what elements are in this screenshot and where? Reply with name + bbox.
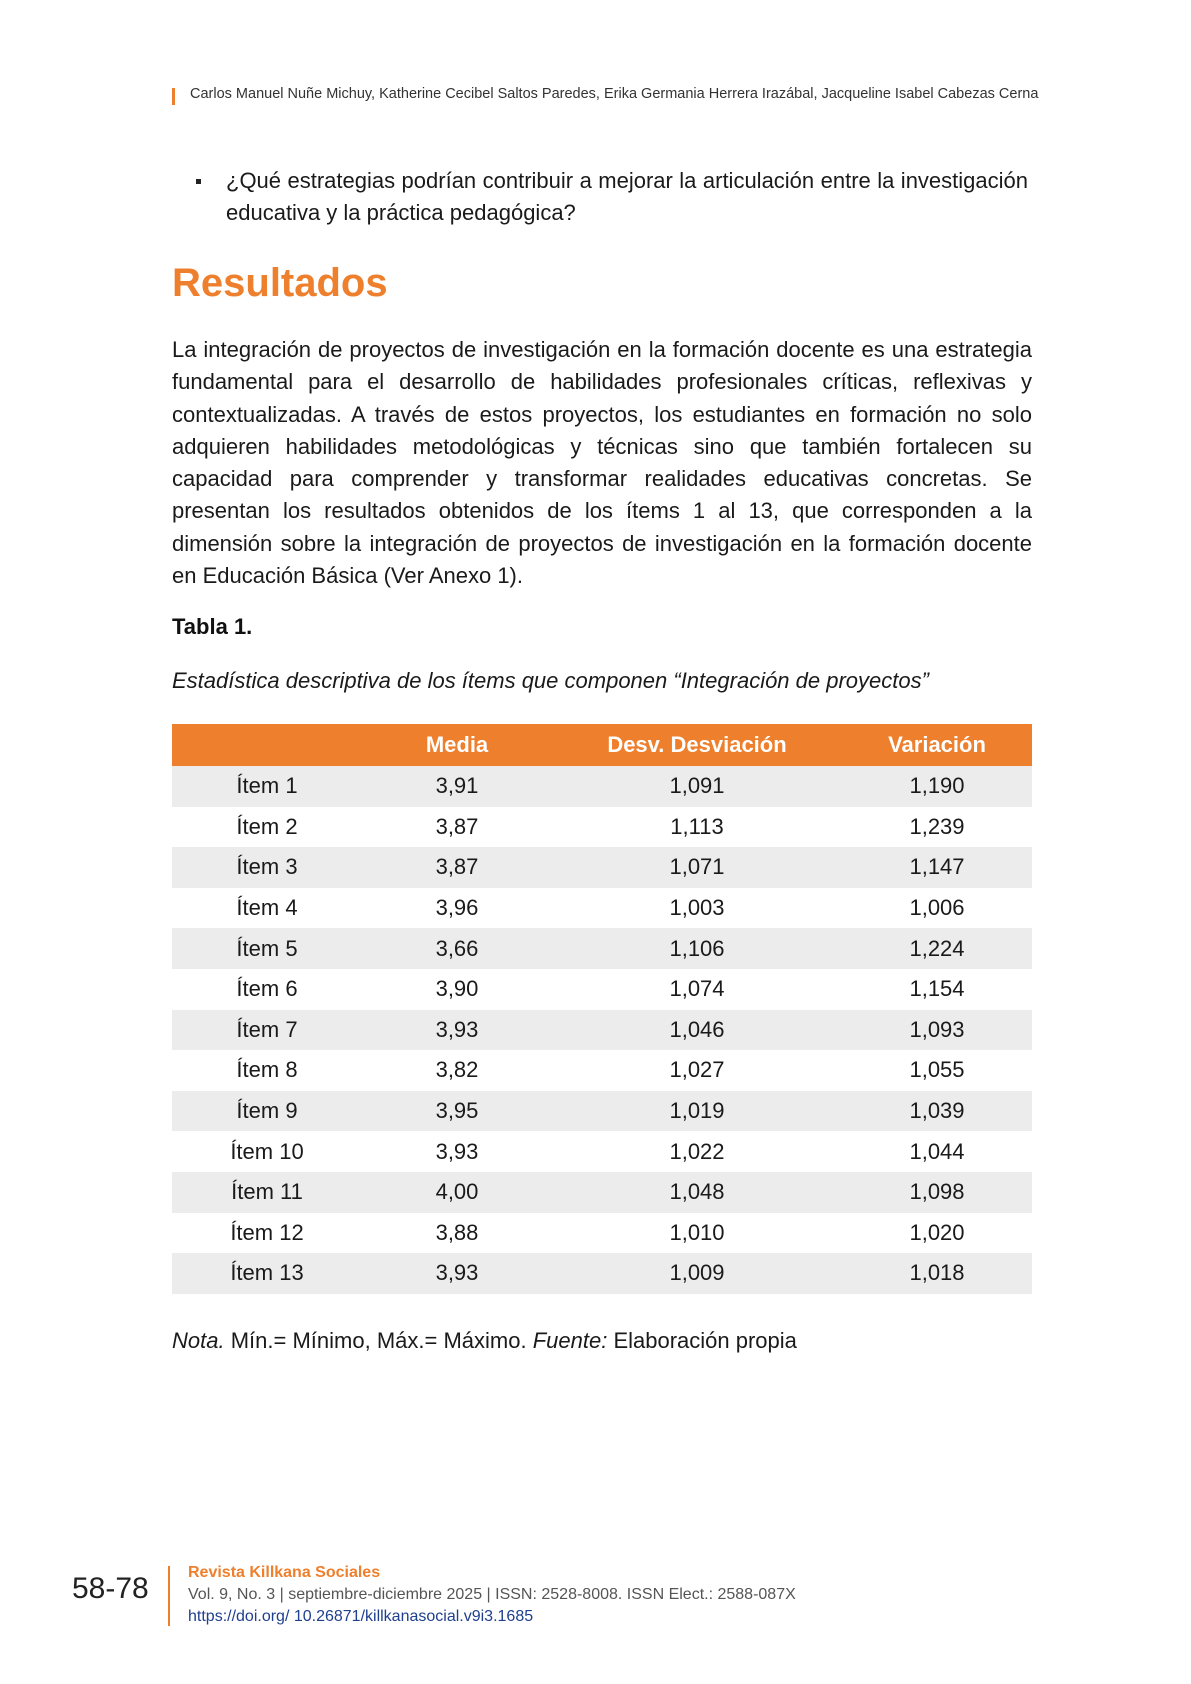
table-row (172, 1091, 1032, 1132)
row-label: Ítem 3 (172, 847, 362, 888)
table-row (172, 1010, 1032, 1051)
media-value: 3,93 (362, 1253, 552, 1294)
volume-issn-line: Vol. 9, No. 3 | septiembre-diciembre 2025 | ISSN: 2528-8008. ISSN Elect.: 2588-087X (188, 1586, 796, 1603)
table-row (172, 969, 1032, 1010)
row-label: Ítem 5 (172, 928, 362, 969)
desviacion-value: 1,010 (552, 1213, 842, 1254)
row-label: Ítem 2 (172, 807, 362, 848)
desviacion-value: 1,019 (552, 1091, 842, 1132)
media-value: 3,93 (362, 1131, 552, 1172)
header-cell-item (172, 724, 362, 766)
doi-link[interactable]: https://doi.org/ 10.26871/killkanasocial.v9i3.1685 (188, 1608, 534, 1625)
desviacion-value: 1,009 (552, 1253, 842, 1294)
table-row (172, 1131, 1032, 1172)
row-label: Ítem 1 (172, 766, 362, 807)
row-label: Ítem 4 (172, 888, 362, 929)
media-value: 3,96 (362, 888, 552, 929)
variacion-value: 1,190 (842, 766, 1032, 807)
table-label: Tabla 1. (172, 614, 253, 639)
media-value: 4,00 (362, 1172, 552, 1213)
header-accent-bar (172, 88, 175, 105)
row-label: Ítem 9 (172, 1091, 362, 1132)
variacion-value: 1,239 (842, 807, 1032, 848)
variacion-value: 1,044 (842, 1131, 1032, 1172)
desviacion-value: 1,071 (552, 847, 842, 888)
table-body (172, 766, 1032, 1294)
footer-accent-bar (168, 1566, 170, 1626)
variacion-value: 1,093 (842, 1010, 1032, 1051)
variacion-value: 1,020 (842, 1213, 1032, 1254)
note-text: Mín.= Mínimo, Máx.= Máximo. (230, 1328, 527, 1353)
media-value: 3,87 (362, 807, 552, 848)
media-value: 3,93 (362, 1010, 552, 1051)
footer-citation (188, 1562, 796, 1628)
variacion-value: 1,147 (842, 847, 1032, 888)
desviacion-value: 1,113 (552, 807, 842, 848)
variacion-value: 1,224 (842, 928, 1032, 969)
header-cell-desviacion: Desv. Desviación (552, 724, 842, 766)
desviacion-value: 1,074 (552, 969, 842, 1010)
row-label: Ítem 11 (172, 1172, 362, 1213)
media-value: 3,95 (362, 1091, 552, 1132)
table-row (172, 766, 1032, 807)
row-label: Ítem 12 (172, 1213, 362, 1254)
table-row (172, 807, 1032, 848)
row-label: Ítem 6 (172, 969, 362, 1010)
row-label: Ítem 10 (172, 1131, 362, 1172)
variacion-value: 1,154 (842, 969, 1032, 1010)
media-value: 3,66 (362, 928, 552, 969)
statistics-table (172, 724, 1032, 1294)
row-label: Ítem 7 (172, 1010, 362, 1051)
running-header-authors: Carlos Manuel Nuñe Michuy, Katherine Cecibel Saltos Paredes, Erika Germania Herrera Irazábal, Jacqueline Isabel Cabezas Cerna (190, 86, 1039, 102)
variacion-value: 1,006 (842, 888, 1032, 929)
table-row (172, 1050, 1032, 1091)
table-row (172, 847, 1032, 888)
variacion-value: 1,039 (842, 1091, 1032, 1132)
header-cell-variacion: Variación (842, 724, 1032, 766)
desviacion-value: 1,046 (552, 1010, 842, 1051)
bullet-text: ¿Qué estrategias podrían contribuir a mejorar la articulación entre la investigación educativa y la práctica pedagógica? (226, 168, 1028, 225)
table-row (172, 1253, 1032, 1294)
media-value: 3,87 (362, 847, 552, 888)
media-value: 3,82 (362, 1050, 552, 1091)
table-row (172, 1213, 1032, 1254)
source-label: Fuente: (532, 1328, 608, 1353)
variacion-value: 1,055 (842, 1050, 1032, 1091)
journal-name: Revista Killkana Sociales (188, 1564, 381, 1581)
desviacion-value: 1,027 (552, 1050, 842, 1091)
media-value: 3,91 (362, 766, 552, 807)
desviacion-value: 1,091 (552, 766, 842, 807)
table-caption: Estadística descriptiva de los ítems que componen “Integración de proyectos” (172, 668, 929, 693)
source-text: Elaboración propia (613, 1328, 797, 1353)
note-label: Nota. (172, 1328, 225, 1353)
table-header-row (172, 724, 1032, 766)
row-label: Ítem 8 (172, 1050, 362, 1091)
variacion-value: 1,018 (842, 1253, 1032, 1294)
media-value: 3,88 (362, 1213, 552, 1254)
table-row (172, 928, 1032, 969)
desviacion-value: 1,022 (552, 1131, 842, 1172)
media-value: 3,90 (362, 969, 552, 1010)
variacion-value: 1,098 (842, 1172, 1032, 1213)
bullet-square-icon (196, 179, 201, 184)
bullet-list-item (196, 165, 1028, 229)
table-row (172, 1172, 1032, 1213)
desviacion-value: 1,106 (552, 928, 842, 969)
desviacion-value: 1,003 (552, 888, 842, 929)
page-range: 58-78 (72, 1572, 149, 1605)
header-cell-media: Media (362, 724, 552, 766)
section-title: Resultados (172, 261, 388, 305)
row-label: Ítem 13 (172, 1253, 362, 1294)
desviacion-value: 1,048 (552, 1172, 842, 1213)
results-paragraph: La integración de proyectos de investigación en la formación docente es una estrategia fundamental para el desarrollo de habilidades profesionales críticas, reflexivas y contextualizadas. A través de estos proyectos, los estudiantes en formación no solo adquieren habilidades metodológicas y técnicas sino que también fortalecen su capacidad para comprender y transformar realidades educativas concretas. Se presentan los resultados obtenidos de los ítems 1 al 13, que corresponden a la dimensión sobre la integración de proyectos de investigación en la formación docente en Educación Básica (Ver Anexo 1). (172, 337, 1032, 589)
table-note (172, 1328, 797, 1354)
table-row (172, 888, 1032, 929)
